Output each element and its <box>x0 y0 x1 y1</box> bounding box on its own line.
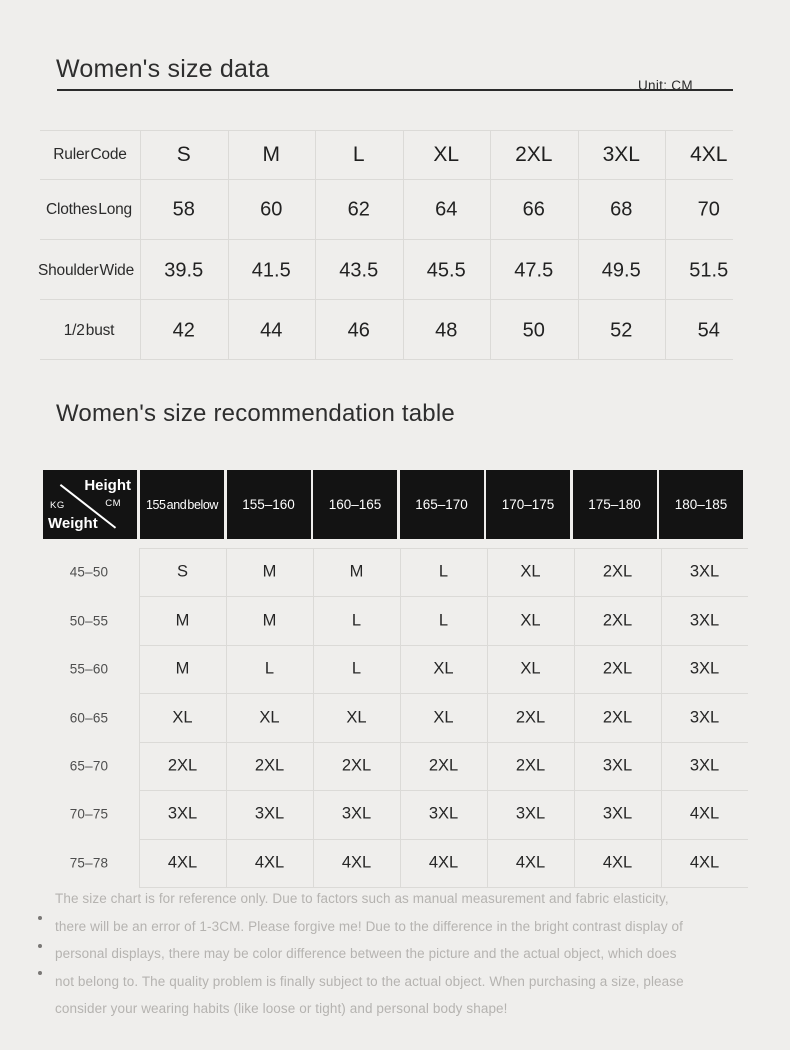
size-row-label: 1/2 bust <box>63 322 115 339</box>
recommended-size-cell: 4XL <box>602 853 633 872</box>
size-value-cell: 64 <box>435 198 458 221</box>
recommended-size-cell: 3XL <box>167 804 198 823</box>
size-value-cell: 39.5 <box>164 259 204 282</box>
recommended-size-cell: L <box>351 611 362 630</box>
recommended-size-cell: XL <box>259 708 280 726</box>
recommended-size-cell: 4XL <box>167 853 198 872</box>
corner-header-cell <box>43 470 137 539</box>
recommended-size-cell: 3XL <box>515 804 546 823</box>
size-value-cell: 52 <box>610 319 633 342</box>
size-value-cell: 47.5 <box>514 259 554 282</box>
weight-row-label: 60–65 <box>69 710 109 725</box>
recommended-size-cell: 3XL <box>689 756 720 775</box>
disclaimer-line: not belong to. The quality problem is finally subject to the actual object. When purchasing a size, please <box>55 973 684 989</box>
grid-line <box>139 645 748 646</box>
recommended-size-cell: 2XL <box>602 659 633 678</box>
recommended-size-cell: L <box>351 659 362 678</box>
weight-row-label: 55–60 <box>69 661 109 677</box>
height-col-header: 155 and below <box>140 470 224 539</box>
bullet-dot <box>38 916 42 920</box>
size-value-cell: 62 <box>347 198 370 221</box>
size-value-cell: 42 <box>172 319 195 342</box>
recommended-size-cell: M <box>262 562 277 581</box>
grid-line <box>40 299 733 300</box>
recommended-size-cell: 4XL <box>689 804 720 823</box>
recommended-size-cell: 3XL <box>689 708 720 726</box>
grid-line <box>139 887 748 888</box>
size-value-cell: 51.5 <box>689 259 729 282</box>
weight-unit-label: KG <box>50 500 65 511</box>
grid-line <box>139 790 748 791</box>
unit-label: Unit: CM <box>638 78 693 93</box>
size-value-cell: 68 <box>610 198 633 221</box>
recommended-size-cell: 2XL <box>428 756 459 775</box>
recommended-size-cell: S <box>176 562 189 581</box>
grid-line <box>139 548 140 887</box>
size-value-cell: 66 <box>522 198 545 221</box>
grid-line <box>661 548 662 887</box>
size-value-cell: 58 <box>172 198 195 221</box>
recommended-size-cell: 2XL <box>602 708 633 726</box>
grid-line <box>665 130 666 359</box>
size-col-header: L <box>352 142 365 166</box>
size-value-cell: 41.5 <box>251 259 291 282</box>
grid-line <box>40 130 733 131</box>
size-col-header: XL <box>433 142 460 166</box>
recommended-size-cell: M <box>262 611 277 630</box>
grid-line <box>403 130 404 359</box>
recommended-size-cell: L <box>264 659 275 678</box>
grid-line <box>226 548 227 887</box>
recommended-size-cell: XL <box>520 659 541 678</box>
grid-line <box>40 179 733 180</box>
recommended-size-cell: 4XL <box>428 853 459 872</box>
title-underline <box>57 89 733 91</box>
page-title-size-data: Women's size data <box>56 55 270 83</box>
recommended-size-cell: L <box>438 611 449 630</box>
recommended-size-cell: 3XL <box>254 804 285 823</box>
recommended-size-cell: 3XL <box>689 611 720 630</box>
grid-line <box>490 130 491 359</box>
recommended-size-cell: 3XL <box>341 804 372 823</box>
recommended-size-cell: 4XL <box>341 853 372 872</box>
grid-line <box>578 130 579 359</box>
recommended-size-cell: 2XL <box>254 756 285 775</box>
recommended-size-cell: 4XL <box>689 853 720 872</box>
grid-line <box>139 548 748 549</box>
recommended-size-cell: 3XL <box>689 562 720 581</box>
size-value-cell: 46 <box>347 319 370 342</box>
weight-label: Weight <box>48 515 98 532</box>
disclaimer-line: consider your wearing habits (like loose or tight) and personal body shape! <box>55 1001 508 1016</box>
recommended-size-cell: 2XL <box>167 756 198 775</box>
height-col-header: 155–160 <box>227 470 311 539</box>
height-col-header: 160–165 <box>313 470 397 539</box>
weight-row-label: 75–78 <box>69 855 109 871</box>
grid-line <box>139 596 748 597</box>
recommended-size-cell: 4XL <box>515 853 546 872</box>
recommended-size-cell: 2XL <box>602 611 633 630</box>
recommended-size-cell: 3XL <box>602 756 633 775</box>
recommended-size-cell: XL <box>433 708 454 726</box>
grid-line <box>400 548 401 887</box>
height-label: Height <box>84 477 131 494</box>
recommended-size-cell: 3XL <box>689 659 720 678</box>
size-value-cell: 43.5 <box>339 259 379 282</box>
recommended-size-cell: 2XL <box>515 756 546 775</box>
size-col-header: S <box>176 142 191 166</box>
grid-line <box>140 130 141 359</box>
size-row-label: Clothes Long <box>46 201 132 218</box>
recommended-size-cell: M <box>349 562 364 581</box>
recommended-size-cell: 2XL <box>602 562 633 581</box>
recommended-size-cell: XL <box>172 708 193 726</box>
height-unit-label: CM <box>105 498 121 509</box>
recommended-size-cell: M <box>175 659 190 678</box>
weight-row-label: 50–55 <box>69 613 109 629</box>
size-value-cell: 54 <box>697 319 720 342</box>
disclaimer-line: The size chart is for reference only. Due to factors such as manual measurement and fabric elasticity, <box>55 891 669 906</box>
size-col-header: 2XL <box>515 142 553 166</box>
page-title-recommendation: Women's size recommendation table <box>56 400 455 427</box>
recommended-size-cell: 4XL <box>254 853 285 872</box>
height-col-header: 170–175 <box>486 470 570 539</box>
size-col-header: 3XL <box>602 142 640 166</box>
recommended-size-cell: 2XL <box>515 708 546 726</box>
grid-line <box>574 548 575 887</box>
size-value-cell: 48 <box>435 319 458 342</box>
height-col-header: 175–180 <box>573 470 657 539</box>
recommended-size-cell: 3XL <box>602 804 633 823</box>
recommended-size-cell: 3XL <box>428 804 459 823</box>
size-value-cell: 44 <box>260 319 283 342</box>
recommended-size-cell: 2XL <box>341 756 372 775</box>
recommended-size-cell: XL <box>346 708 367 726</box>
recommended-size-cell: XL <box>520 611 541 630</box>
grid-line <box>139 839 748 840</box>
grid-line <box>139 742 748 743</box>
grid-line <box>139 693 748 694</box>
height-col-header: 180–185 <box>659 470 743 539</box>
recommended-size-cell: M <box>175 611 190 630</box>
size-value-cell: 49.5 <box>601 259 641 282</box>
recommended-size-cell: XL <box>433 659 454 678</box>
height-col-header: 165–170 <box>400 470 484 539</box>
disclaimer-line: there will be an error of 1-3CM. Please forgive me! Due to the difference in the bright contrast display of <box>55 918 684 934</box>
grid-line <box>40 359 733 360</box>
weight-row-label: 70–75 <box>69 806 109 822</box>
size-value-cell: 70 <box>697 198 720 221</box>
recommended-size-cell: L <box>438 562 449 581</box>
grid-line <box>313 548 314 887</box>
size-value-cell: 50 <box>522 319 545 342</box>
size-col-header: 4XL <box>690 142 728 166</box>
weight-row-label: 65–70 <box>69 758 109 774</box>
bullet-dot <box>38 944 42 948</box>
size-row-label: Shoulder Wide <box>37 262 135 279</box>
grid-line <box>487 548 488 887</box>
size-value-cell: 60 <box>260 198 283 221</box>
recommended-size-cell: XL <box>520 562 541 581</box>
grid-line <box>315 130 316 359</box>
weight-row-label: 45–50 <box>69 564 109 580</box>
grid-line <box>40 239 733 240</box>
size-col-header: M <box>262 142 280 166</box>
size-table-corner-label: Ruler Code <box>53 145 127 163</box>
grid-line <box>228 130 229 359</box>
bullet-dot <box>38 971 42 975</box>
disclaimer-line: personal displays, there may be color difference between the picture and the actual object, which does <box>55 946 677 961</box>
size-value-cell: 45.5 <box>426 259 466 282</box>
